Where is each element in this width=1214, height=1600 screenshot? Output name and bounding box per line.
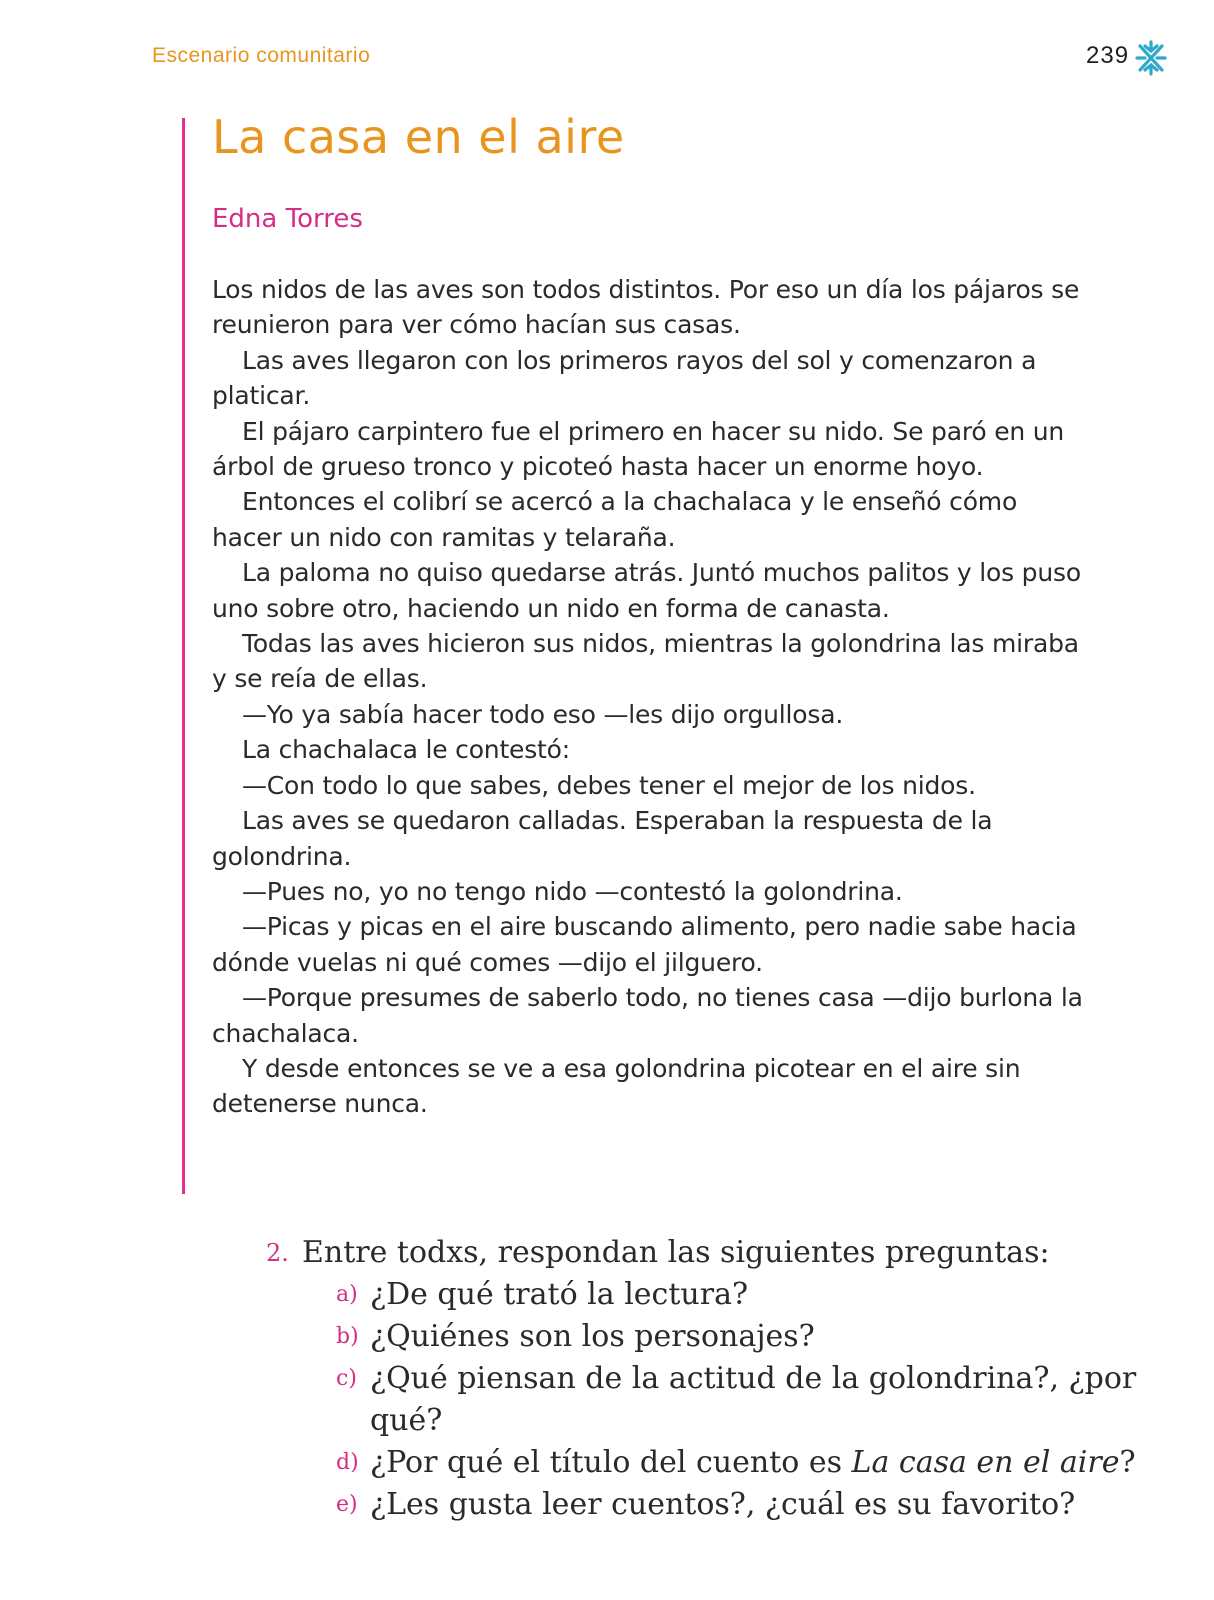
activity-number: 2. <box>266 1239 289 1267</box>
story-paragraph: —Picas y picas en el aire buscando alimento, pero nadie sabe hacia dónde vuelas ni qué comes —dijo el jilguero. <box>212 912 1077 977</box>
question-item <box>336 1358 1146 1442</box>
question-text: ¿Les gusta leer cuentos?, ¿cuál es su favorito? <box>370 1487 1076 1522</box>
question-letter: a) <box>336 1282 358 1307</box>
story-paragraph: —Pues no, yo no tengo nido —contestó la golondrina. <box>242 876 903 906</box>
activity-prompt <box>266 1232 1146 1274</box>
question-item <box>336 1316 1146 1358</box>
question-list <box>266 1274 1146 1526</box>
question-letter: b) <box>336 1324 359 1349</box>
question-letter: d) <box>336 1450 359 1475</box>
page-number: 239 <box>1086 42 1130 69</box>
question-item <box>336 1442 1146 1484</box>
story-paragraph: La chachalaca le contestó: <box>242 735 570 765</box>
story-paragraph: Entonces el colibrí se acercó a la chachalaca y le enseñó cómo hacer un nido con ramitas y telaraña. <box>212 487 1018 552</box>
question-item <box>336 1484 1146 1526</box>
story-paragraph: Y desde entonces se ve a esa golondrina picotear en el aire sin detenerse nunca. <box>212 1053 1021 1119</box>
story-paragraph: La paloma no quiso quedarse atrás. Juntó muchos palitos y los puso uno sobre otro, haciendo un nido en forma de canasta. <box>212 558 1081 623</box>
reading-author: Edna Torres <box>212 204 363 234</box>
section-label: Escenario comunitario <box>152 44 371 67</box>
story-paragraph: Todas las aves hicieron sus nidos, mientras la golondrina las miraba y se reía de ellas. <box>212 629 1079 694</box>
question-letter: e) <box>336 1492 358 1517</box>
story-paragraph: El pájaro carpintero fue el primero en hacer su nido. Se paró en un árbol de grueso tronco y picoteó hasta hacer un enorme hoyo. <box>212 416 1065 482</box>
question-text-after: ? <box>1119 1445 1136 1480</box>
question-text: ¿Quiénes son los personajes? <box>370 1319 815 1354</box>
story-paragraph: Las aves llegaron con los primeros rayos del sol y comenzaron a platicar. <box>212 345 1037 411</box>
cross-knot-icon <box>1134 40 1168 76</box>
question-text: ¿Qué piensan de la actitud de la golondrina?, ¿por qué? <box>370 1361 1137 1438</box>
story-paragraph: —Con todo lo que sabes, debes tener el mejor de los nidos. <box>242 770 976 800</box>
question-text-before: ¿Por qué el título del cuento es <box>370 1445 852 1480</box>
story-paragraph: —Porque presumes de saberlo todo, no tienes casa —dijo burlona la chachalaca. <box>212 983 1083 1048</box>
activity-prompt-text: Entre todxs, respondan las siguientes preguntas: <box>302 1235 1050 1270</box>
story-paragraph: Los nidos de las aves son todos distintos. Por eso un día los pájaros se reunieron para ver cómo hacían sus casas. <box>212 275 1080 340</box>
story-paragraph: Las aves se quedaron calladas. Esperaban la respuesta de la golondrina. <box>212 806 993 871</box>
story-title-italic: La casa en el aire <box>851 1445 1120 1480</box>
question-item <box>336 1274 1146 1316</box>
question-letter: c) <box>336 1366 357 1391</box>
reading-title: La casa en el aire <box>212 110 625 164</box>
story-text <box>212 272 1092 1122</box>
reading-side-bar <box>182 118 185 1194</box>
activity-questions <box>266 1232 1146 1526</box>
question-text: ¿De qué trató la lectura? <box>370 1277 749 1312</box>
story-paragraph: —Yo ya sabía hacer todo eso —les dijo orgullosa. <box>242 699 844 729</box>
